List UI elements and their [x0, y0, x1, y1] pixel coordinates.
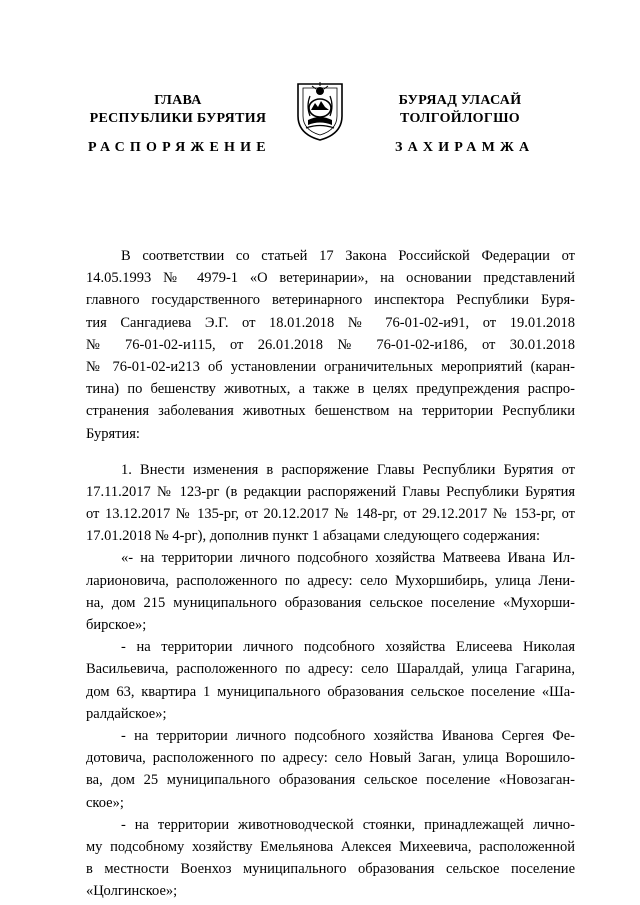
- text-line: - на территории животноводческой стоянки, принадлежащей лично-: [121, 816, 575, 833]
- text-line: му подсобному хозяйству Емельянова Алексея Михеевича, расположенной: [86, 838, 575, 855]
- document-type-russian: РАСПОРЯЖЕНИЕ: [88, 140, 271, 155]
- issuer-title-buryat: [370, 92, 550, 128]
- text-line: - на территории личного подсобного хозяйства Елисеева Николая: [121, 639, 575, 656]
- text-line: бирское»;: [86, 617, 147, 633]
- coat-of-arms-icon: [294, 76, 346, 142]
- text-line: № 76-01-02-и213 об установлении ограничительных мероприятий (каран-: [86, 358, 575, 375]
- text-line: дом 63, квартира 1 муниципального образования сельское поселение «Ша-: [86, 683, 575, 700]
- text-line: 14.05.1993 № 4979-1 «О ветеринарии», на основании представлений: [86, 270, 575, 287]
- bullet-paragraph-4: [86, 814, 575, 903]
- text-line: В соответствии со статьей 17 Закона Российской Федерации от: [121, 248, 575, 264]
- issuer-line-2-buryat: ТОЛГОЙЛОГШО: [400, 111, 520, 126]
- text-line: тия Сангадиева Э.Г. от 18.01.2018 № 76-01-02-и91, от 19.01.2018: [86, 314, 575, 331]
- issuer-line-2: РЕСПУБЛИКИ БУРЯТИЯ: [89, 111, 267, 126]
- issuer-line-1-buryat: БУРЯАД УЛАСАЙ: [398, 93, 522, 108]
- preamble-paragraph: [86, 245, 575, 445]
- text-line: ское»;: [86, 794, 124, 811]
- bullet-paragraph-2: [86, 636, 575, 725]
- item-1-paragraph: [86, 459, 575, 548]
- text-line: ва, дом 25 муниципального образования сельское поселение «Новозаган-: [86, 772, 575, 789]
- text-line: 17.01.2018 № 4-рг), дополнив пункт 1 абзацами следующего содержания:: [86, 528, 540, 545]
- bullet-paragraph-1: [86, 547, 575, 636]
- document-body: [86, 245, 575, 902]
- document-type-buryat: ЗАХИРАМЖА: [395, 140, 535, 155]
- text-line: странения заболевания животных бешенством на территории Республики: [86, 403, 575, 420]
- text-line: ларионовича, расположенного по адресу: село Мухоршибирь, улица Лени-: [86, 572, 575, 589]
- text-line: на, дом 215 муниципального образования сельское поселение «Мухорши-: [86, 594, 575, 611]
- text-line: «- на территории личного подсобного хозяйства Матвеева Ивана Ил-: [121, 550, 575, 567]
- text-line: Васильевича, расположенного по адресу: село Шаралдай, улица Гагарина,: [86, 661, 575, 678]
- text-line: - на территории личного подсобного хозяйства Иванова Сергея Фе-: [121, 727, 575, 744]
- text-line: от 13.12.2017 № 135-рг, от 20.12.2017 № 148-рг, от 29.12.2017 № 153-рг, от: [86, 506, 575, 523]
- bullet-paragraph-3: [86, 725, 575, 814]
- text-line: № 76-01-02-и115, от 26.01.2018 № 76-01-02-и186, от 30.01.2018: [86, 336, 575, 353]
- text-line: главного государственного ветеринарного инспектора Республики Буря-: [86, 292, 575, 309]
- text-line: в местности Военхоз муниципального образования сельское поселение: [86, 861, 575, 878]
- text-line: тина) по бешенству животных, а также в целях предупреждения распро-: [86, 381, 575, 398]
- text-line: 17.11.2017 № 123-рг (в редакции распоряжений Главы Республики Бурятия: [86, 483, 575, 500]
- text-line: «Цолгинское»;: [86, 883, 178, 900]
- issuer-line-1: ГЛАВА: [154, 93, 202, 108]
- text-line: 1. Внести изменения в распоряжение Главы Республики Бурятия от: [121, 461, 575, 478]
- text-line: Бурятия:: [86, 425, 140, 442]
- text-line: ралдайское»;: [86, 705, 167, 722]
- issuer-title-russian: [78, 92, 278, 128]
- text-line: дотовича, расположенного по адресу: село Новый Заган, улица Ворошило-: [86, 750, 575, 767]
